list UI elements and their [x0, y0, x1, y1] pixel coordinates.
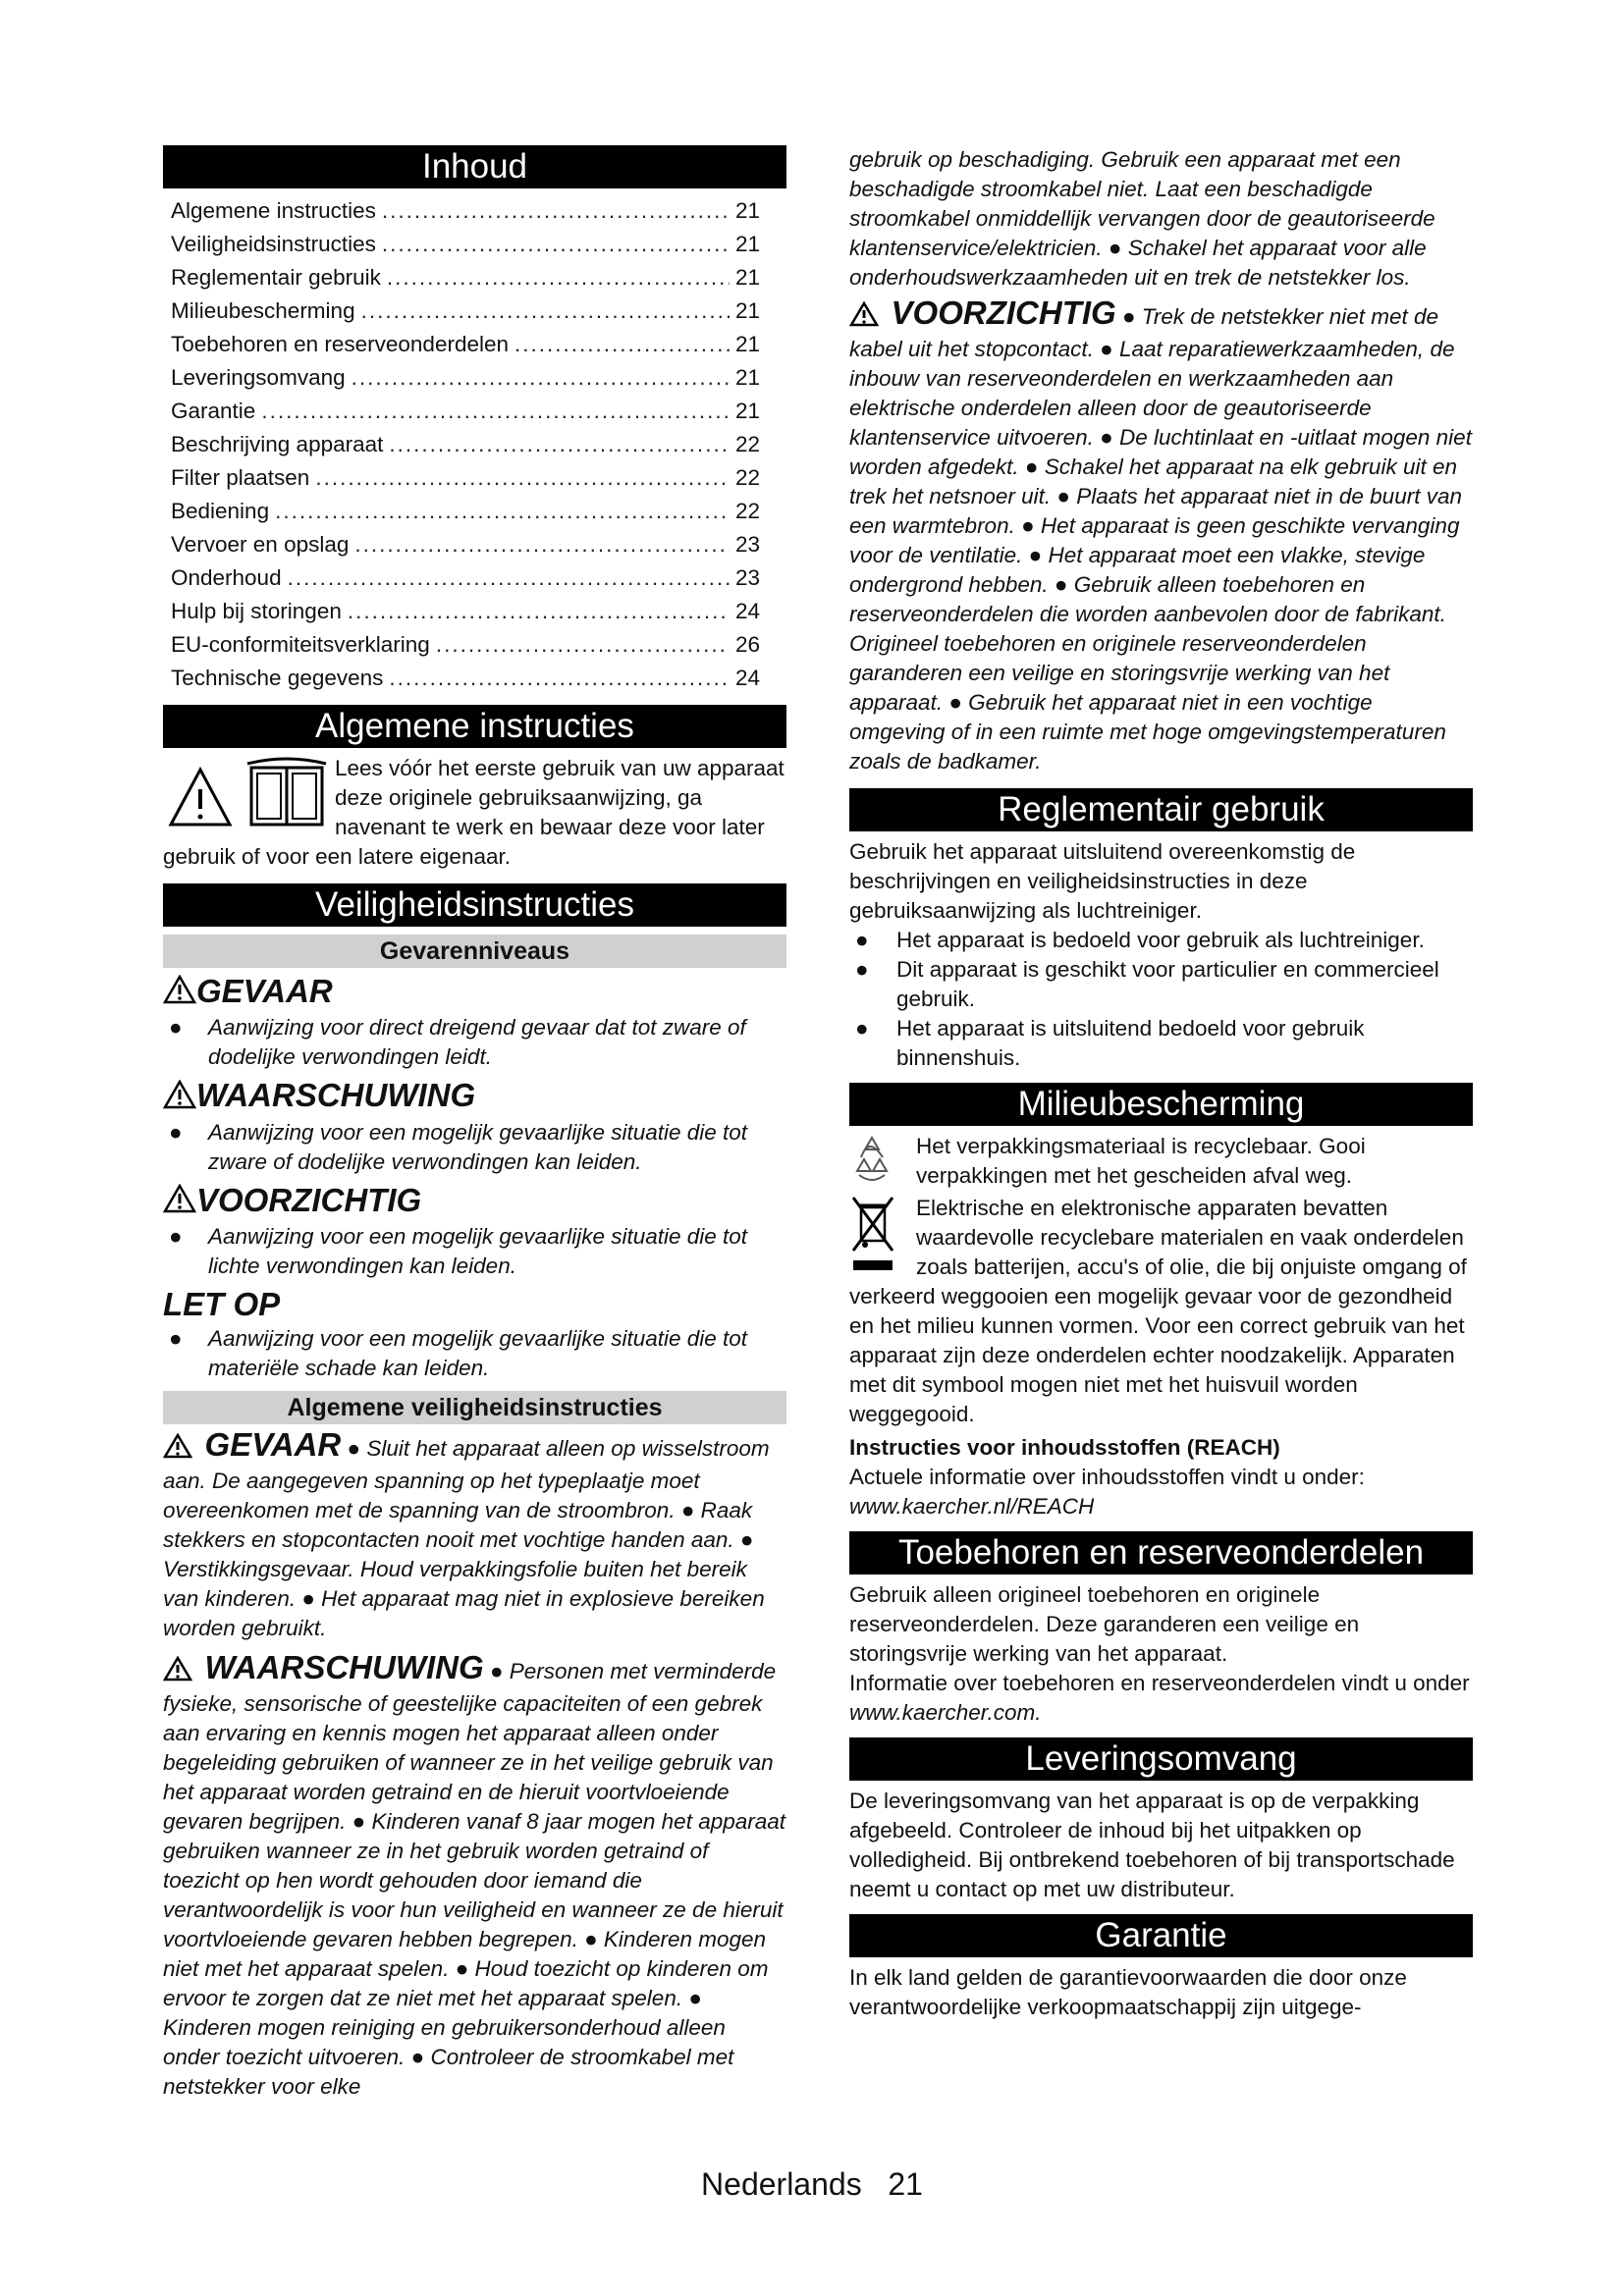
list-item-text: Dit apparaat is geschikt voor particulier en commercieel gebruik.	[896, 957, 1439, 1012]
list-item-text: Het apparaat is bedoeld voor gebruik als luchtreiniger.	[896, 928, 1425, 953]
toc-item[interactable]	[171, 395, 760, 428]
toc-item[interactable]	[171, 662, 760, 695]
toc-item-page: 21	[734, 332, 760, 356]
footer-page-number: 21	[888, 2166, 923, 2202]
toc-item[interactable]	[171, 361, 760, 395]
toc-item-page: 21	[734, 265, 760, 290]
toc-leader-dots	[352, 361, 730, 395]
toc-leader-dots	[261, 395, 730, 428]
toc-item[interactable]	[171, 428, 760, 461]
toc-item-page: 26	[734, 632, 760, 657]
danger-block	[163, 1425, 786, 1643]
accessories-info: Informatie over toebehoren en reserveonderdelen vindt u onder	[849, 1671, 1470, 1696]
bullet-icon: ●	[169, 1223, 183, 1249]
toc-item[interactable]	[171, 261, 760, 294]
caution-text: ● Trek de netstekker niet met de kabel uit het stopcontact. ● Laat reparatiewerkzaamheden, de inbouw van reserveonderdelen en werkzaamheden aan elektrische onderdelen alleen door de geautoriseerde klantenservice uitvoeren. ● De luchtinlaat en -uitlaat mogen niet worden afgedekt. ● Schakel het apparaat na elk gebruik uit en trek het netsnoer uit. ● Plaats het apparaat niet in de buurt van een warmtebron. ● Het apparaat is geen geschikte vervanging voor de ventilatie. ● Het apparaat moet een vlakke, stevige ondergrond hebben. ● Gebruik alleen toebehoren en reserveonderdelen die worden aanbevolen door de fabrikant. Origineel toebehoren en originele reserveonderdelen garanderen een veilige en storingsvrije werking van het apparaat. ● Gebruik het apparaat niet in een vochtige omgeving of in een ruimte met hoge omgevingstemperaturen zoals de badkamer.	[849, 304, 1472, 774]
level-text: Aanwijzing voor direct dreigend gevaar dat tot zware of dodelijke verwondingen leidt.	[208, 1015, 746, 1070]
toc-item[interactable]	[171, 228, 760, 261]
toc-item-label: Algemene instructies	[171, 198, 376, 223]
toc-item-label: Onderhoud	[171, 565, 282, 590]
toc-leader-dots	[348, 595, 730, 628]
reach-link[interactable]: www.kaercher.nl/REACH	[849, 1494, 1095, 1520]
bullet-icon: ●	[169, 1119, 183, 1145]
level-text: Aanwijzing voor een mogelijk gevaarlijke situatie die tot materiële schade kan leiden.	[208, 1325, 748, 1380]
bullet-icon: ●	[169, 1325, 183, 1351]
accessories-text: Gebruik alleen origineel toebehoren en originele reserveonderdelen. Deze garanderen een veilige en storingsvrije werking van het apparaat.	[849, 1582, 1360, 1667]
toc-item-label: EU-conformiteitsverklaring	[171, 632, 430, 657]
bullet-icon: ●	[855, 957, 869, 983]
warning-book-icon	[163, 754, 335, 832]
delivery-title: Leveringsomvang	[849, 1737, 1473, 1781]
warning-block	[163, 1648, 786, 2102]
toc-title: Inhoud	[163, 145, 786, 188]
bullet-icon: ●	[855, 928, 869, 953]
levels-title: Gevarenniveaus	[163, 934, 786, 968]
toc-item[interactable]	[171, 461, 760, 495]
footer-language: Nederlands	[701, 2166, 862, 2202]
level-description	[163, 1324, 786, 1383]
reach-title: Instructies voor inhoudsstoffen (REACH)	[849, 1435, 1280, 1461]
warning-triangle-icon	[163, 974, 196, 1013]
left-column	[163, 145, 786, 2102]
recycle-row	[849, 1132, 1473, 1192]
general-text: Lees vóór het eerste gebruik van uw apparaat deze originele gebruiksaanwijzing, ga navenant te werk en bewaar deze voor later gebruik of voor een latere eigenaar.	[163, 756, 785, 869]
toc-item-page: 21	[734, 365, 760, 390]
toc-item-label: Technische gegevens	[171, 666, 384, 690]
warning-triangle-icon	[163, 1656, 192, 1689]
toc-item[interactable]	[171, 561, 760, 595]
toc-item[interactable]	[171, 194, 760, 228]
bullet-icon: ●	[169, 1015, 183, 1041]
bullet-icon: ●	[855, 1016, 869, 1041]
level-name: GEVAAR	[196, 973, 333, 1009]
toc-leader-dots	[275, 495, 730, 528]
toc-item-page: 22	[734, 499, 760, 523]
toc-item-label: Garantie	[171, 399, 256, 423]
toc-item[interactable]	[171, 294, 760, 328]
level-name: WAARSCHUWING	[196, 1077, 476, 1114]
caution-block	[849, 294, 1473, 776]
toc-item[interactable]	[171, 495, 760, 528]
toc-leader-dots	[315, 461, 730, 495]
warning-triangle-icon	[163, 1433, 192, 1467]
toc-item[interactable]	[171, 528, 760, 561]
recycle-text: Het verpakkingsmateriaal is recyclebaar. Gooi verpakkingen met het gescheiden afval weg.	[916, 1134, 1366, 1189]
level-heading	[163, 1181, 786, 1222]
toc-item[interactable]	[171, 628, 760, 662]
warning-head: WAARSCHUWING	[204, 1648, 484, 1685]
toc-item-label: Filter plaatsen	[171, 465, 310, 490]
warning-triangle-icon	[849, 301, 879, 335]
toc-item-page: 21	[734, 298, 760, 323]
warning-triangle-icon	[163, 1079, 196, 1118]
weee-text: Elektrische en elektronische apparaten bevatten waardevolle recyclebare materialen en vaak onderdelen zoals batterijen, accu's of olie, die bij onjuiste omgang of verkeerd weggooien een mogelijk gevaar voor de gezondheid en het milieu kunnen vormen. Voor een correct gebruik van het apparaat zijn deze onderdelen echter noodzakelijk. Apparaten met dit symbool mogen niet met het huisvuil worden weggegooid.	[849, 1196, 1467, 1427]
toc-leader-dots	[514, 328, 730, 361]
toc-item-label: Milieubescherming	[171, 298, 355, 323]
toc-item-page: 24	[734, 666, 760, 690]
delivery-text: De leveringsomvang van het apparaat is op de verpakking afgebeeld. Controleer de inhoud bij het uitpakken op volledigheid. Bij ontbrekend toebehoren of bij transportschade neemt u contact op met uw distributeur.	[849, 1789, 1455, 1902]
toc-item-label: Veiligheidsinstructies	[171, 232, 376, 256]
level-heading	[163, 1076, 786, 1117]
level-heading	[163, 972, 786, 1013]
toc-item-page: 21	[734, 198, 760, 223]
level-description	[163, 1118, 786, 1177]
toc-leader-dots	[389, 428, 730, 461]
general-safety-title: Algemene veiligheidsinstructies	[163, 1391, 786, 1424]
toc-item-page: 21	[734, 399, 760, 423]
toc-leader-dots	[387, 261, 730, 294]
toc-item[interactable]	[171, 595, 760, 628]
toc-item[interactable]	[171, 328, 760, 361]
level-heading	[163, 1285, 786, 1324]
level-description	[163, 1013, 786, 1072]
level-name: LET OP	[163, 1285, 281, 1322]
crossed-bin-icon	[849, 1194, 916, 1280]
toc-item-label: Vervoer en opslag	[171, 532, 350, 557]
right-column	[849, 145, 1473, 2022]
warning-text-cont: gebruik op beschadiging. Gebruik een apparaat met een beschadigde stroomkabel niet. Laat een beschadigde stroomkabel onmiddellijk vervangen door de geautoriseerde klantenservice/elektricien. ● Schakel het apparaat voor alle onderhoudswerkzaamheden uit en trek de netstekker los.	[849, 147, 1435, 290]
accessories-title: Toebehoren en reserveonderdelen	[849, 1531, 1473, 1575]
toc-item-page: 22	[734, 432, 760, 456]
recycle-icon	[849, 1132, 916, 1192]
warning-text: ● Personen met verminderde fysieke, sensorische of geestelijke capaciteiten of een gebrek aan ervaring en kennis mogen het apparaat alleen onder begeleiding gebruiken of wanneer ze in het veilige gebruik van het apparaat worden getraind en de hieruit voortvloeiende gevaren begrijpen. ● Kinderen vanaf 8 jaar mogen het apparaat gebruiken wanneer ze in het gebruik worden getraind of toezicht op hen wordt gehouden door iemand die verantwoordelijk is voor hun veiligheid en wanneer ze de hieruit voortvloeiende gevaren hebben begrepen. ● Kinderen mogen niet met het apparaat spelen. ● Houd toezicht op kinderen om ervoor te zorgen dat ze niet met het apparaat spelen. ● Kinderen mogen reiniging en gebruikersonderhoud alleen onder toezicht uitvoeren. ● Controleer de stroomkabel met netstekker voor elke	[163, 1658, 786, 2099]
toc-item-label: Hulp bij storingen	[171, 599, 342, 623]
level-name: VOORZICHTIG	[196, 1181, 422, 1218]
toc-leader-dots	[389, 662, 730, 695]
weee-row	[849, 1194, 1473, 1429]
intended-use-bullets	[849, 926, 1473, 1073]
safety-title: Veiligheidsinstructies	[163, 883, 786, 927]
level-description	[163, 1222, 786, 1281]
toc-item-label: Leveringsomvang	[171, 365, 346, 390]
toc-leader-dots	[361, 294, 730, 328]
toc-list	[171, 194, 786, 695]
general-title: Algemene instructies	[163, 705, 786, 748]
list-item-text: Het apparaat is uitsluitend bedoeld voor gebruik binnenshuis.	[896, 1016, 1365, 1071]
toc-item-label: Reglementair gebruik	[171, 265, 381, 290]
level-text: Aanwijzing voor een mogelijk gevaarlijke situatie die tot lichte verwondingen kan leiden.	[208, 1223, 748, 1278]
toc-item-page: 23	[734, 532, 760, 557]
intended-use-title: Reglementair gebruik	[849, 788, 1473, 831]
caution-head: VOORZICHTIG	[891, 294, 1116, 331]
level-text: Aanwijzing voor een mogelijk gevaarlijke situatie die tot zware of dodelijke verwondingen kan leiden.	[208, 1119, 748, 1174]
general-icons	[163, 754, 335, 832]
list-item	[849, 926, 1473, 955]
danger-text: ● Sluit het apparaat alleen op wisselstroom aan. De aangegeven spanning op het typeplaatje moet overeenkomen met de spanning van de stroombron. ● Raak stekkers en stopcontacten nooit met vochtige handen aan. ● Verstikkingsgevaar. Houd verpakkingsfolie buiten het bereik van kinderen. ● Het apparaat mag niet in explosieve bereiken worden gebruikt.	[163, 1435, 770, 1640]
environment-section	[849, 1132, 1473, 1522]
warning-triangle-icon	[163, 1183, 196, 1222]
toc-leader-dots	[436, 628, 730, 662]
toc-item-label: Bediening	[171, 499, 270, 523]
toc-item-label: Toebehoren en reserveonderdelen	[171, 332, 510, 356]
general-section	[163, 754, 786, 872]
intended-use-text: Gebruik het apparaat uitsluitend overeenkomstig de beschrijvingen en veiligheidsinstructies in deze gebruiksaanwijzing als luchtreiniger.	[849, 839, 1356, 924]
danger-head: GEVAAR	[204, 1425, 342, 1463]
toc-leader-dots	[354, 528, 730, 561]
warranty-title: Garantie	[849, 1914, 1473, 1957]
accessories-link[interactable]: www.kaercher.com.	[849, 1700, 1042, 1726]
toc-item-page: 21	[734, 232, 760, 256]
toc-leader-dots	[382, 228, 730, 261]
toc-item-page: 23	[734, 565, 760, 590]
accessories-text2	[849, 1669, 1473, 1728]
list-item	[849, 1014, 1473, 1073]
page-footer	[0, 2166, 1624, 2203]
warranty-text: In elk land gelden de garantievoorwaarden die door onze verantwoordelijke verkoopmaatschappij zijn uitgege-	[849, 1965, 1407, 2020]
toc-item-label: Beschrijving apparaat	[171, 432, 384, 456]
toc-item-page: 24	[734, 599, 760, 623]
levels-list	[163, 972, 786, 1383]
toc-leader-dots	[382, 194, 730, 228]
reach-text: Actuele informatie over inhoudsstoffen vindt u onder:	[849, 1465, 1365, 1490]
toc-leader-dots	[288, 561, 730, 595]
toc-item-page: 22	[734, 465, 760, 490]
environment-title: Milieubescherming	[849, 1083, 1473, 1126]
list-item	[849, 955, 1473, 1014]
